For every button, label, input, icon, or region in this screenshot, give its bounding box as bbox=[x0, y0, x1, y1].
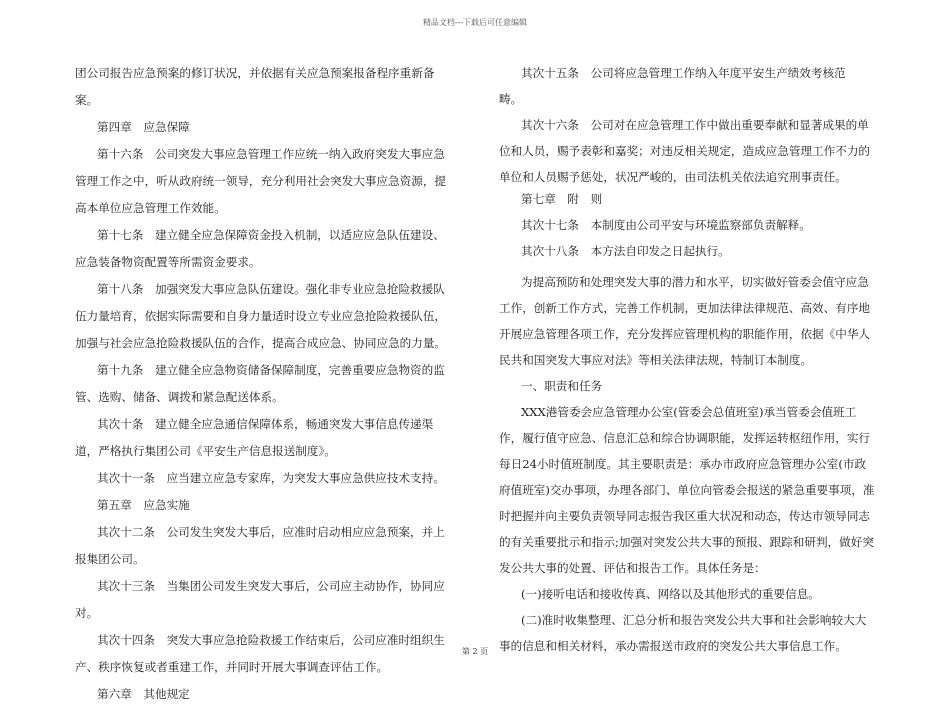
section-heading: 一、职责和任务 bbox=[521, 379, 603, 393]
paragraph: 其次十四条 突发大事应急抢险救援工作结束后，公司应准时组织生产、秩序恢复或者重建工作，并同时开展大事调查评估工作。 bbox=[75, 633, 445, 674]
paragraph: 其次十一条 应当建立应急专家库，为突发大事应急供应技术支持。 bbox=[97, 471, 445, 485]
chapter-heading: 第五章 应急实施 bbox=[97, 498, 190, 512]
paragraph: 第十九条 建立健全应急物资储备保障制度，完善重要应急物资的监管、选购、储备、调拨和紧急配送体系。 bbox=[75, 363, 445, 404]
paragraph: 第十八条 加强突发大事应急队伍建设。强化非专业应急抢险救援队伍力量培育，依据实际需要和自身力量适时设立专业应急抢险救援队伍，加强与社会应急抢险救援队伍的合作，提高合成应急、协同应急的力量。 bbox=[75, 282, 447, 350]
paragraph: 其次十八条 本方法自印发之日起执行。 bbox=[521, 244, 730, 258]
chapter-heading: 第六章 其他规定 bbox=[97, 687, 190, 701]
paragraph: 其次十六条 公司对在应急管理工作中做出重要奉献和显著成果的单位和人员，赐予表彰和嘉奖；对违反相关规定，造成应急管理工作不力的单位和人员赐予惩处，状况严峻的，由司法机关依法追究刑事责任。 bbox=[499, 118, 871, 184]
right-column bbox=[499, 60, 875, 659]
paragraph: XXX港管委会应急管理办公室(管委会总值班室)承当管委会值班工作，履行值守应急、信息汇总和综合协调职能，发挥运转枢纽作用，实行每日24小时值班制度。其主要职责是：承办市政府应急管理办公室(市政府值班室)交办事项，办理各部门、单位向管委会报送的紧急重要事项，准时把握并向主要负责领导同志报告我区重大状况和动态，传达市领导同志的有关重要批示和指示;加强对突发公共大事的预报、跟踪和研判，做好突发公共大事的处置、评估和报告工作。具体任务是： bbox=[499, 405, 875, 575]
paragraph: 其次十五条 公司将应急管理工作纳入年度平安生产绩效考核范畴。 bbox=[499, 66, 846, 106]
paragraph: 其次十条 建立健全应急通信保障体系，畅通突发大事信息传递渠道，严格执行集团公司《平安生产信息报送制度》。 bbox=[75, 417, 434, 458]
chapter-heading: 第七章 附 则 bbox=[521, 192, 603, 206]
paragraph: 其次十七条 本制度由公司平安与环境监察部负责解释。 bbox=[521, 218, 811, 232]
left-column bbox=[75, 60, 451, 708]
paragraph: 团公司报告应急预案的修订状况，并依据有关应急预案报备程序重新备案。 bbox=[75, 66, 435, 107]
paragraph: 为提高预防和处理突发大事的潜力和水平，切实做好管委会值守应急工作，创新工作方式，完善工作机制，更加法律法律规范、高效、有序地开展应急管理各项工作，充分发挥应管理机构的职能作用，依据《中华人民共和国突发大事应对法》等相关法律法规，特制订本制度。 bbox=[499, 275, 871, 367]
paragraph: 其次十二条 公司发生突发大事后，应准时启动相应应急预案，并上报集团公司。 bbox=[75, 525, 445, 566]
list-item: (二)准时收集整理、汇总分析和报告突发公共大事和社会影响较大大事的信息和相关材料，承办需报送市政府的突发公共大事信息工作。 bbox=[499, 613, 867, 653]
paragraph: 第十六条 公司突发大事应急管理工作应统一纳入政府突发大事应急管理工作之中，听从政府统一领导，充分利用社会突发大事应急资源，提高本单位应急管理工作效能。 bbox=[75, 147, 447, 215]
paragraph: 其次十三条 当集团公司发生突发大事后，公司应主动协作，协同应对。 bbox=[75, 579, 445, 620]
chapter-heading: 第四章 应急保障 bbox=[97, 120, 190, 134]
list-item: (一)接听电话和接收传真、网络以及其他形式的重要信息。 bbox=[521, 587, 820, 601]
paragraph: 第十七条 建立健全应急保障资金投入机制，以适应应急队伍建设、应急装备物资配置等所需资金要求。 bbox=[75, 228, 445, 269]
page-number: 第 2 页 bbox=[461, 647, 489, 656]
page-header: 精品文档---下载后可任意编辑 bbox=[422, 18, 528, 27]
